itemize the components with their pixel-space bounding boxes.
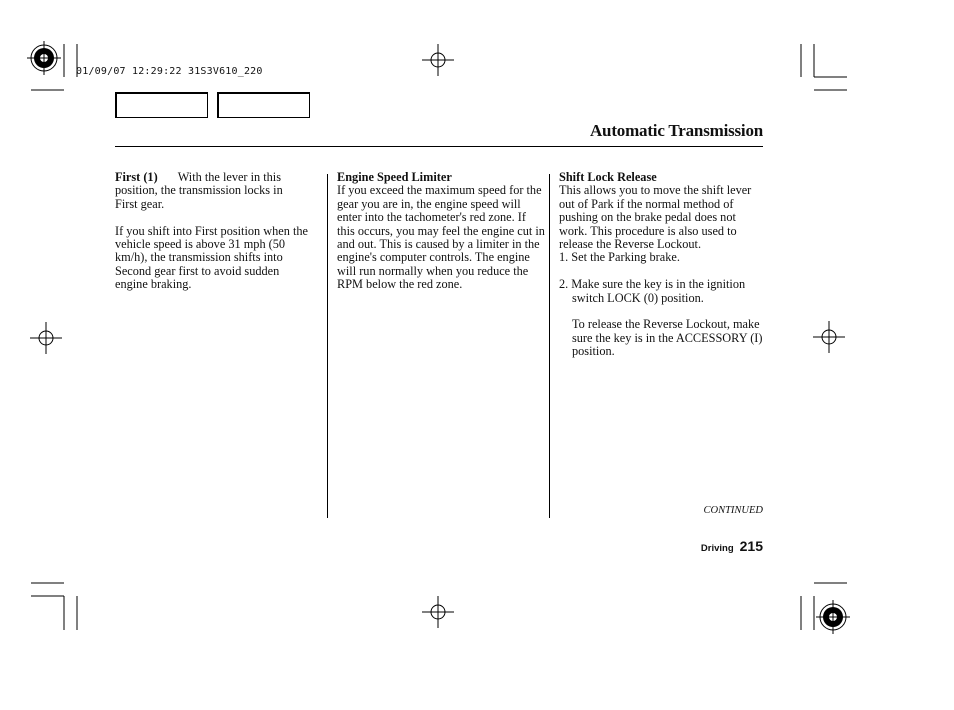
crosshair-bottom — [422, 596, 454, 628]
starburst-mark-bottom-right — [816, 600, 850, 634]
first-gear-label: First (1) — [115, 170, 158, 184]
step-1: 1. Set the Parking brake. — [559, 250, 680, 265]
first-gear-text-3: First gear. — [115, 196, 165, 211]
column-first-gear — [115, 171, 315, 292]
column-shift-lock-release — [559, 171, 763, 359]
column-divider-2 — [549, 174, 550, 518]
crosshair-right — [813, 321, 845, 353]
continued-label: CONTINUED — [703, 505, 763, 516]
step-2-note: To release the Reverse Lockout, make sure the key is in the ACCESSORY (I) position. — [572, 317, 763, 359]
footer-section: Driving — [700, 543, 734, 554]
title-rule — [115, 146, 763, 147]
first-gear-text-1: With the lever in this — [177, 170, 282, 184]
print-stamp: 01/09/07 12:29:22 31S3V610_220 — [76, 66, 263, 77]
column-divider-1 — [327, 174, 328, 518]
engine-speed-limiter-heading: Engine Speed Limiter — [337, 170, 452, 184]
first-gear-text-2: position, the transmission locks in — [115, 183, 283, 198]
header-tab-box-1 — [115, 92, 208, 118]
page-footer — [701, 538, 763, 556]
page-title: Automatic Transmission — [589, 121, 763, 140]
first-gear-paragraph: If you shift into First position when the vehicle speed is above 31 mph (50 km/h), the transmission shifts into Second gear first to avoid sudden engine braking. — [115, 223, 308, 292]
engine-speed-limiter-body: If you exceed the maximum speed for the gear you are in, the engine speed will enter into the tachometer's red zone. If this occurs, you may feel the engine cut in and out. This is caused by a limiter in the engine's computer controls. The engine will run normally when you reduce the RPM below the red zone. — [337, 183, 545, 292]
starburst-mark-top-left — [27, 41, 61, 75]
shift-lock-release-heading: Shift Lock Release — [559, 170, 657, 184]
crosshair-top — [422, 44, 454, 76]
step-2: 2. Make sure the key is in the ignition switch LOCK (0) position. — [559, 277, 746, 305]
page-number: 215 — [739, 538, 763, 554]
column-engine-speed-limiter — [337, 171, 545, 292]
header-tab-box-2 — [217, 92, 310, 118]
shift-lock-release-intro: This allows you to move the shift lever out of Park if the normal method of pushing on the brake pedal does not work. This procedure is also used to release the Reverse Lockout. — [559, 183, 752, 252]
crosshair-left — [30, 322, 62, 354]
